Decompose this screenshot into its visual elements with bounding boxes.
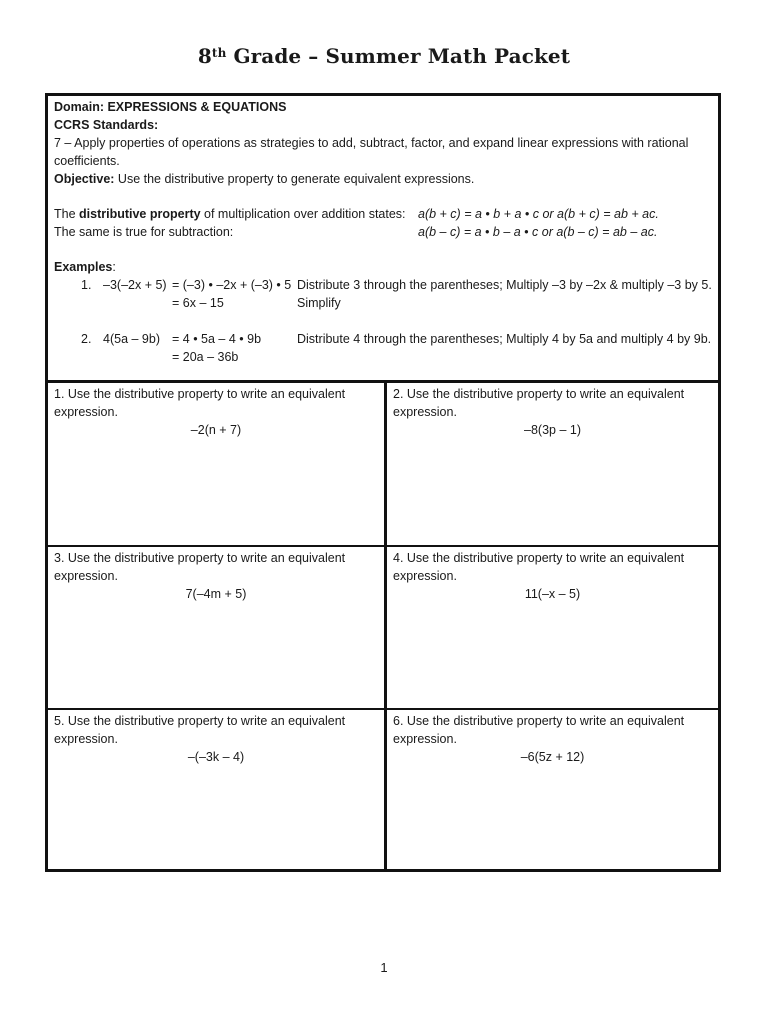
problem-prompt-cont: expression. bbox=[54, 569, 118, 583]
subtraction-rule: a(b – c) = a • b – a • c or a(b – c) = ab – ac. bbox=[418, 225, 658, 239]
example-expression: –3(–2x + 5) bbox=[103, 278, 167, 292]
lesson-header bbox=[48, 96, 718, 383]
objective bbox=[54, 170, 474, 188]
example-step-2: = 20a – 36b bbox=[172, 350, 239, 364]
problem-6[interactable] bbox=[387, 710, 718, 869]
problem-4[interactable] bbox=[387, 547, 718, 708]
problem-prompt: 6. Use the distributive property to write an equivalent bbox=[393, 714, 685, 728]
subtraction-text: The same is true for subtraction: bbox=[54, 225, 234, 239]
problem-prompt: 1. Use the distributive property to write an equivalent bbox=[54, 387, 346, 401]
problem-prompt: 4. Use the distributive property to write an equivalent bbox=[393, 551, 685, 565]
problem-expression: 7(–4m + 5) bbox=[185, 587, 247, 601]
problem-prompt-cont: expression. bbox=[54, 732, 118, 746]
dp-pre: The bbox=[54, 207, 80, 221]
problem-2[interactable] bbox=[387, 383, 718, 545]
problem-expression: –2(n + 7) bbox=[190, 423, 242, 437]
domain-heading: Domain: EXPRESSIONS & EQUATIONS bbox=[54, 100, 287, 114]
problem-3[interactable] bbox=[48, 547, 384, 708]
example-note-2: Simplify bbox=[297, 296, 341, 310]
example-note-1: Distribute 4 through the parentheses; Multiply 4 by 5a and multiply 4 by 9b. bbox=[297, 332, 712, 346]
problem-1[interactable] bbox=[48, 383, 384, 545]
title-superscript: th bbox=[211, 46, 227, 60]
title-text: Grade – Summer Math Packet bbox=[226, 44, 571, 68]
objective-text: Use the distributive property to generate equivalent expressions. bbox=[114, 172, 475, 186]
examples-heading bbox=[54, 258, 116, 276]
examples-colon: : bbox=[112, 260, 116, 274]
standards-label: CCRS Standards: bbox=[54, 118, 159, 132]
problem-expression: –(–3k – 4) bbox=[187, 750, 245, 764]
worksheet-frame bbox=[45, 93, 721, 872]
example-step-2: = 6x – 15 bbox=[172, 296, 224, 310]
page-number: 1 bbox=[380, 960, 388, 975]
page-title bbox=[0, 44, 768, 68]
title-grade: 8 bbox=[197, 44, 212, 68]
problem-prompt: 5. Use the distributive property to write an equivalent bbox=[54, 714, 346, 728]
problem-prompt-cont: expression. bbox=[393, 569, 457, 583]
distributive-property-statement bbox=[54, 205, 406, 223]
problem-expression: –6(5z + 12) bbox=[520, 750, 585, 764]
problem-prompt: 3. Use the distributive property to write an equivalent bbox=[54, 551, 346, 565]
problem-prompt-cont: expression. bbox=[54, 405, 118, 419]
examples-label: Examples bbox=[54, 260, 113, 274]
example-note-1: Distribute 3 through the parentheses; Multiply –3 by –2x & multiply –3 by 5. bbox=[297, 278, 712, 292]
objective-label: Objective: bbox=[54, 172, 115, 186]
standard-line-1: 7 – Apply properties of operations as strategies to add, subtract, factor, and expand linear expressions with rational bbox=[54, 136, 689, 150]
dp-post: of multiplication over addition states: bbox=[200, 207, 406, 221]
problem-expression: –8(3p – 1) bbox=[524, 423, 581, 437]
problem-5[interactable] bbox=[48, 710, 384, 869]
example-expression: 4(5a – 9b) bbox=[103, 332, 160, 346]
problem-prompt: 2. Use the distributive property to write an equivalent bbox=[393, 387, 685, 401]
example-number: 1. bbox=[81, 278, 92, 292]
problem-prompt-cont: expression. bbox=[393, 732, 457, 746]
example-step-1: = 4 • 5a – 4 • 9b bbox=[172, 332, 262, 346]
example-step-1: = (–3) • –2x + (–3) • 5 bbox=[172, 278, 292, 292]
dp-bold: distributive property bbox=[79, 207, 201, 221]
problem-prompt-cont: expression. bbox=[393, 405, 457, 419]
example-number: 2. bbox=[81, 332, 92, 346]
standard-line-2: coefficients. bbox=[54, 154, 120, 168]
addition-rule: a(b + c) = a • b + a • c or a(b + c) = ab + ac. bbox=[418, 207, 659, 221]
problem-expression: 11(–x – 5) bbox=[524, 587, 581, 601]
